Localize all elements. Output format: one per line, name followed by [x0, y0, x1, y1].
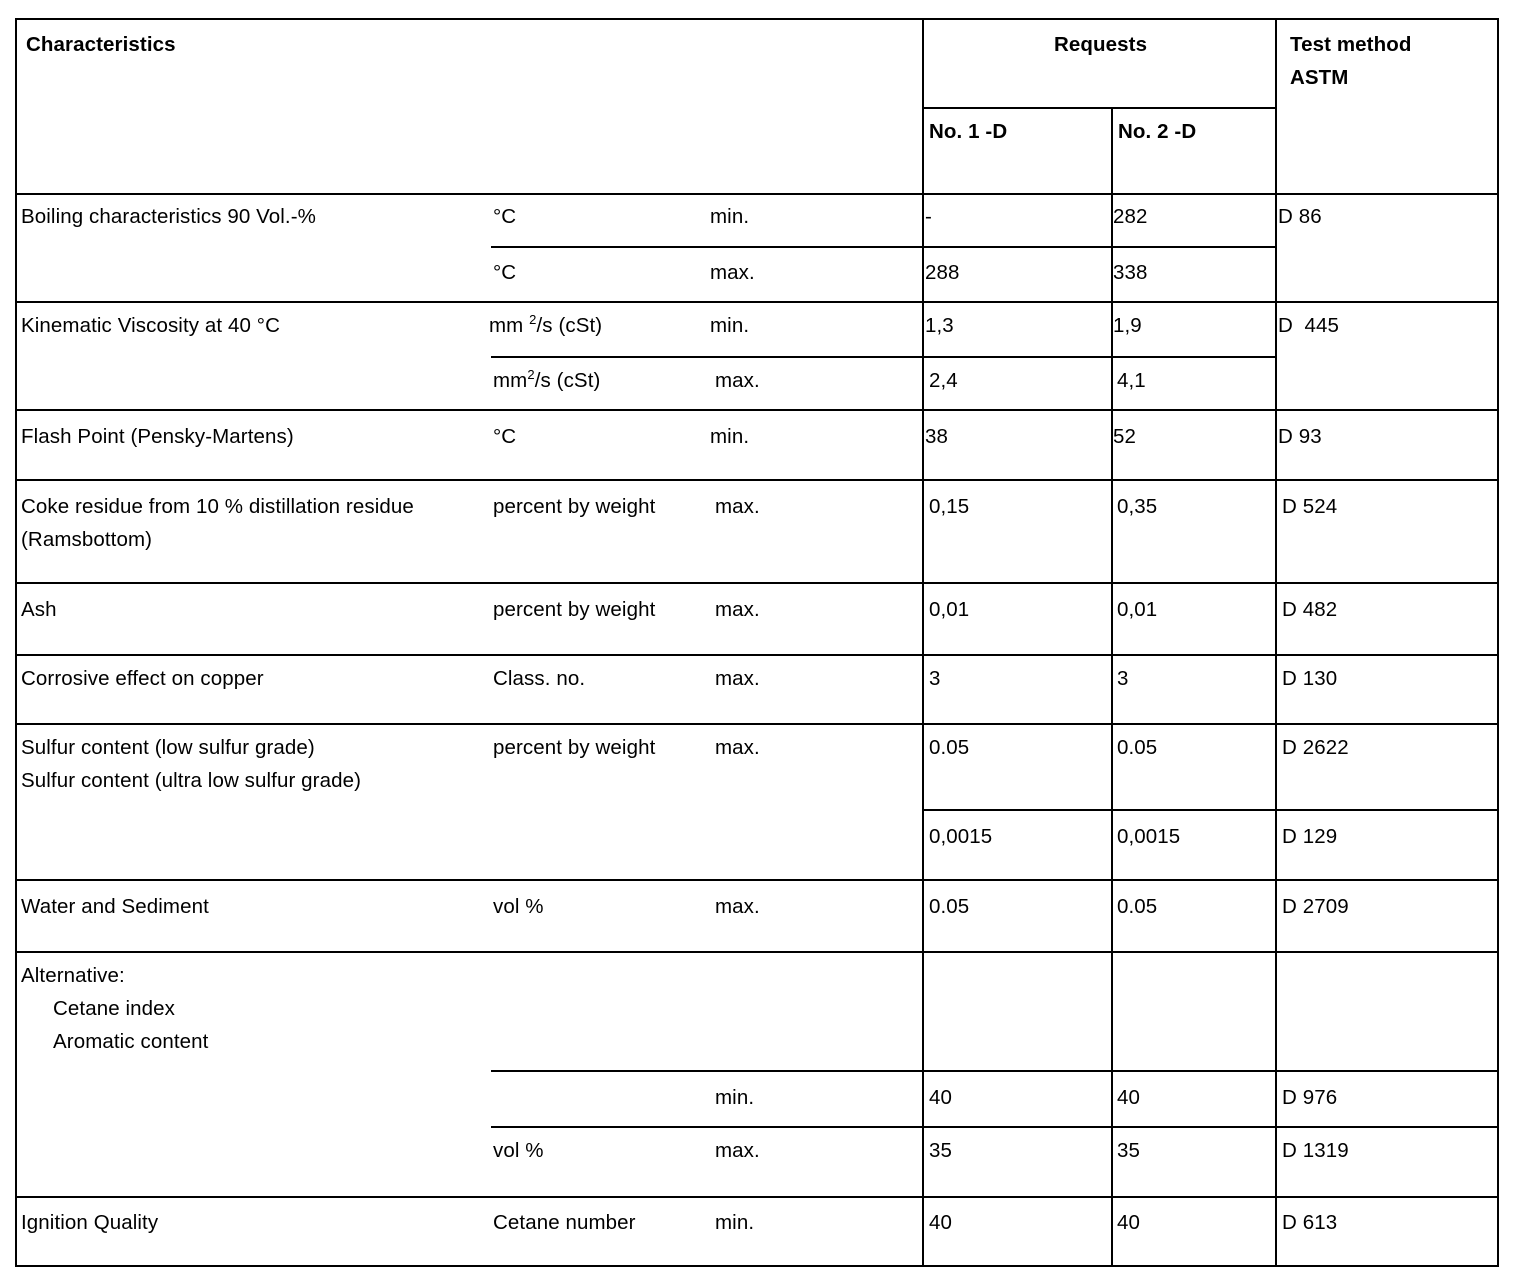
copper-unit: Class. no.: [493, 667, 586, 690]
boiling-no1-max: 288: [925, 261, 960, 284]
header-no2: No. 2 -D: [1118, 120, 1197, 143]
viscosity-label: Kinematic Viscosity at 40 °C: [21, 314, 280, 337]
header-no1: No. 1 -D: [929, 120, 1008, 143]
flash-limit: min.: [710, 425, 750, 448]
flash-label: Flash Point (Pensky-Martens): [21, 425, 294, 448]
ash-limit: max.: [715, 598, 760, 621]
flash-no1: 38: [925, 425, 949, 448]
ash-no2: 0,01: [1117, 598, 1158, 621]
sulfur-method-ultra: D 129: [1282, 825, 1338, 848]
rule-requests-sub: [923, 107, 1277, 109]
rule-alternative-split1: [491, 1070, 1499, 1072]
viscosity-unit-min: mm $^2$/s (cSt): [489, 312, 603, 337]
sulfur-no1-ultra: 0,0015: [929, 825, 993, 848]
flash-method: D 93: [1278, 425, 1322, 448]
ignition-limit: min.: [715, 1211, 755, 1234]
header-characteristics: Characteristics: [26, 33, 176, 56]
rule-alternative-split2: [491, 1126, 1499, 1128]
boiling-unit-min: °C: [493, 205, 517, 228]
rule-viscosity-split: [491, 356, 1277, 358]
viscosity-method: D 445: [1278, 314, 1339, 337]
sulfur-method-low: D 2622: [1282, 736, 1349, 759]
viscosity-no2-min: 1,9: [1113, 314, 1142, 337]
copper-label: Corrosive effect on copper: [21, 667, 264, 690]
flash-no2: 52: [1113, 425, 1137, 448]
copper-method: D 130: [1282, 667, 1338, 690]
sulfur-no1-low: 0.05: [929, 736, 970, 759]
coke-limit: max.: [715, 495, 760, 518]
viscosity-no1-min: 1,3: [925, 314, 954, 337]
ash-unit: percent by weight: [493, 598, 656, 621]
coke-unit: percent by weight: [493, 495, 656, 518]
alternative-no1-min: 40: [929, 1086, 953, 1109]
boiling-no2-max: 338: [1113, 261, 1148, 284]
coke-no1: 0,15: [929, 495, 970, 518]
alternative-no2-max: 35: [1117, 1139, 1141, 1162]
alternative-cetane-index: Cetane index: [53, 997, 176, 1020]
copper-no2: 3: [1117, 667, 1129, 690]
alternative-label: Alternative:: [21, 964, 125, 987]
boiling-limit-min: min.: [710, 205, 750, 228]
water-no2: 0.05: [1117, 895, 1158, 918]
table-border-right: [1497, 18, 1499, 1267]
coke-label-line1: Coke residue from 10 % distillation residue: [21, 495, 414, 518]
sulfur-limit: max.: [715, 736, 760, 759]
water-no1: 0.05: [929, 895, 970, 918]
header-test-method: Test method: [1290, 33, 1412, 56]
viscosity-no1-max: 2,4: [929, 369, 958, 392]
rule-sulfur-split: [923, 809, 1499, 811]
rule-col-no1: [922, 18, 924, 1267]
coke-no2: 0,35: [1117, 495, 1158, 518]
copper-limit: max.: [715, 667, 760, 690]
header-astm: ASTM: [1290, 66, 1349, 89]
viscosity-unit-max: $mm^2/s$ (cSt): [493, 367, 601, 392]
alternative-limit-max: max.: [715, 1139, 760, 1162]
viscosity-limit-min: min.: [710, 314, 750, 337]
flash-unit: °C: [493, 425, 517, 448]
water-method: D 2709: [1282, 895, 1349, 918]
copper-no1: 3: [929, 667, 941, 690]
alternative-unit-max: vol %: [493, 1139, 544, 1162]
water-unit: vol %: [493, 895, 544, 918]
rule-boiling-split: [491, 246, 1277, 248]
rule-col-method: [1275, 18, 1277, 1267]
viscosity-no2-max: 4,1: [1117, 369, 1146, 392]
boiling-unit-max: °C: [493, 261, 517, 284]
coke-method: D 524: [1282, 495, 1338, 518]
alternative-method-min: D 976: [1282, 1086, 1338, 1109]
viscosity-limit-max: max.: [715, 369, 760, 392]
coke-label-line2: (Ramsbottom): [21, 528, 153, 551]
ash-no1: 0,01: [929, 598, 970, 621]
sulfur-label-line1: Sulfur content (low sulfur grade): [21, 736, 315, 759]
table-border-left: [15, 18, 17, 1267]
ash-method: D 482: [1282, 598, 1338, 621]
ignition-unit: Cetane number: [493, 1211, 636, 1234]
alternative-aromatic-content: Aromatic content: [53, 1030, 209, 1053]
alternative-method-max: D 1319: [1282, 1139, 1349, 1162]
boiling-label: Boiling characteristics 90 Vol.-%: [21, 205, 316, 228]
alternative-no1-max: 35: [929, 1139, 953, 1162]
ash-label: Ash: [21, 598, 57, 621]
boiling-limit-max: max.: [710, 261, 755, 284]
boiling-no2-min: 282: [1113, 205, 1148, 228]
sulfur-unit: percent by weight: [493, 736, 656, 759]
ignition-label: Ignition Quality: [21, 1211, 159, 1234]
boiling-no1-min: -: [925, 205, 932, 228]
alternative-limit-min: min.: [715, 1086, 755, 1109]
ignition-method: D 613: [1282, 1211, 1338, 1234]
alternative-no2-min: 40: [1117, 1086, 1141, 1109]
header-requests: Requests: [1054, 33, 1148, 56]
sulfur-no2-ultra: 0,0015: [1117, 825, 1181, 848]
boiling-method: D 86: [1278, 205, 1322, 228]
water-label: Water and Sediment: [21, 895, 209, 918]
sulfur-label-line2: Sulfur content (ultra low sulfur grade): [21, 769, 362, 792]
ignition-no1: 40: [929, 1211, 953, 1234]
sulfur-no2-low: 0.05: [1117, 736, 1158, 759]
water-limit: max.: [715, 895, 760, 918]
ignition-no2: 40: [1117, 1211, 1141, 1234]
